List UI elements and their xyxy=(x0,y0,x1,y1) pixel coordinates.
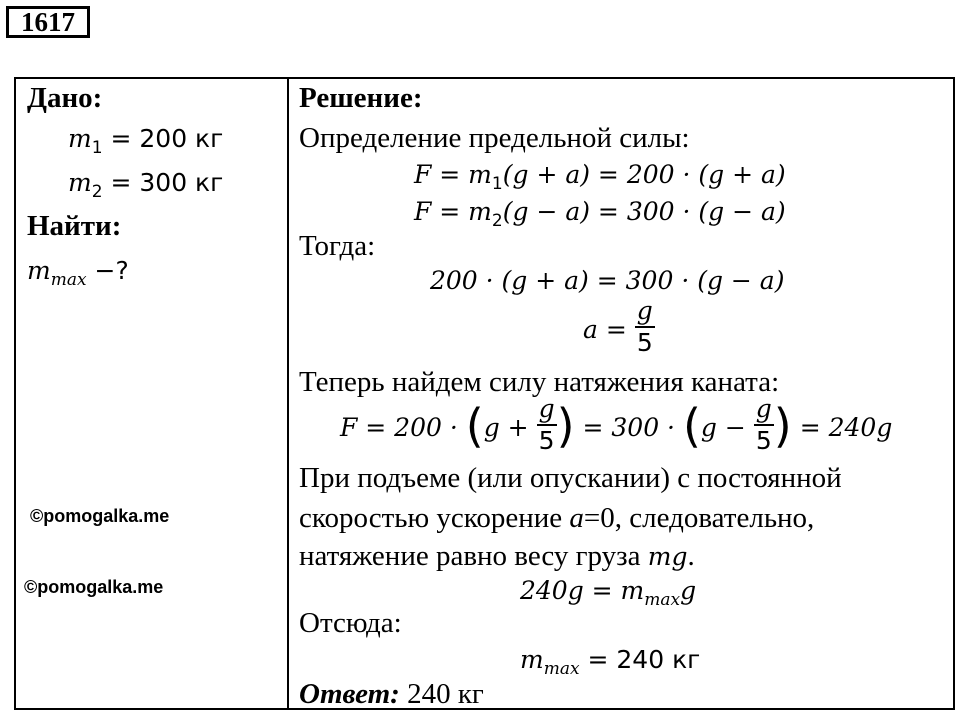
eq5-fraction-b xyxy=(754,394,774,456)
eq4-denominator: 5 xyxy=(636,328,653,357)
solution-text-2: Тогда: xyxy=(299,230,376,262)
equation-4 xyxy=(583,296,655,362)
text4-line3-var: mg xyxy=(647,542,688,571)
problem-number: 1617 xyxy=(6,6,90,38)
find-symbol: m xyxy=(27,256,51,285)
eq2-rest: (g − a) = 300 · (g − a) xyxy=(502,197,786,226)
eq5-close-1: ) xyxy=(556,399,575,453)
eq6-lhs: 240g = m xyxy=(520,576,645,605)
eq5-frac-a-denominator: 5 xyxy=(538,426,555,455)
solution-text-4-line-2 xyxy=(299,502,814,535)
eq6-rest: g xyxy=(680,576,697,605)
equation-2 xyxy=(414,197,786,231)
eq5-frac-b-numerator: g xyxy=(754,394,774,426)
m2-value: = 300 кг xyxy=(110,168,224,197)
answer-value: 240 кг xyxy=(399,678,484,710)
answer-line xyxy=(299,678,484,711)
eq2-lhs: F = m xyxy=(414,197,492,226)
eq1-rest: (g + a) = 200 · (g + a) xyxy=(502,160,786,189)
eq5-part-c: = 240g xyxy=(799,413,893,442)
eq6-index: max xyxy=(644,590,681,610)
eq5-fraction-a xyxy=(537,394,557,456)
eq5-open-2: ( xyxy=(682,399,701,453)
eq5-part-a: F = 200 · xyxy=(340,413,458,442)
solution-text-1: Определение предельной силы: xyxy=(299,122,690,154)
eq1-lhs: F = m xyxy=(414,160,492,189)
eq5-open-1: ( xyxy=(465,399,484,453)
watermark-1: ©pomogalka.me xyxy=(30,506,170,526)
m2-index: 2 xyxy=(91,182,103,202)
m1-index: 1 xyxy=(91,138,103,158)
column-divider xyxy=(287,77,289,710)
find-index: max xyxy=(50,270,87,290)
eq2-index: 2 xyxy=(491,211,503,231)
find-suffix: −? xyxy=(86,256,129,285)
eq7-index: max xyxy=(543,659,580,679)
eq5-close-2: ) xyxy=(773,399,792,453)
eq5-frac-a-numerator: g xyxy=(537,394,557,426)
solution-text-5: Отсюда: xyxy=(299,607,402,639)
given-header: Дано: xyxy=(27,82,103,114)
eq5-part-b: = 300 · xyxy=(582,413,676,442)
answer-label: Ответ: xyxy=(299,678,400,710)
equation-5 xyxy=(340,394,893,460)
solution-text-4-line-3 xyxy=(299,540,695,573)
eq7-lhs: m xyxy=(520,645,544,674)
watermark-2: ©pomogalka.me xyxy=(24,577,164,597)
equation-6 xyxy=(520,576,696,610)
text4-line2-a: скоростью ускорение xyxy=(299,502,570,534)
eq5-frac-b-denominator: 5 xyxy=(755,426,772,455)
solution-text-3: Теперь найдем силу натяжения каната: xyxy=(299,366,780,398)
equation-1 xyxy=(414,160,786,194)
text4-line2-b: =0, следовательно, xyxy=(583,502,815,534)
m1-value: = 200 кг xyxy=(110,124,224,153)
find-header: Найти: xyxy=(27,210,122,242)
text4-line3-b: . xyxy=(687,540,695,572)
text4-line3-a: натяжение равно весу груза xyxy=(299,540,648,572)
equation-3: 200 · (g + a) = 300 · (g − a) xyxy=(430,266,785,295)
text4-line2-var: a xyxy=(569,502,584,534)
eq5-inner-a: g + xyxy=(483,413,529,442)
eq7-rest: = 240 кг xyxy=(579,645,701,674)
m1-symbol: m xyxy=(68,124,92,153)
given-m1 xyxy=(68,124,223,158)
given-m2 xyxy=(68,168,223,202)
solution-header: Решение: xyxy=(299,82,423,114)
m2-symbol: m xyxy=(68,168,92,197)
solution-text-4-line-1: При подъеме (или опускании) с постоянной xyxy=(299,462,842,494)
equation-7 xyxy=(520,645,700,679)
eq4-lhs: a = xyxy=(583,315,627,344)
find-expression xyxy=(27,256,129,290)
eq5-inner-b: g − xyxy=(700,413,746,442)
eq4-numerator: g xyxy=(635,296,655,328)
eq1-index: 1 xyxy=(491,174,503,194)
eq4-fraction xyxy=(635,296,655,358)
